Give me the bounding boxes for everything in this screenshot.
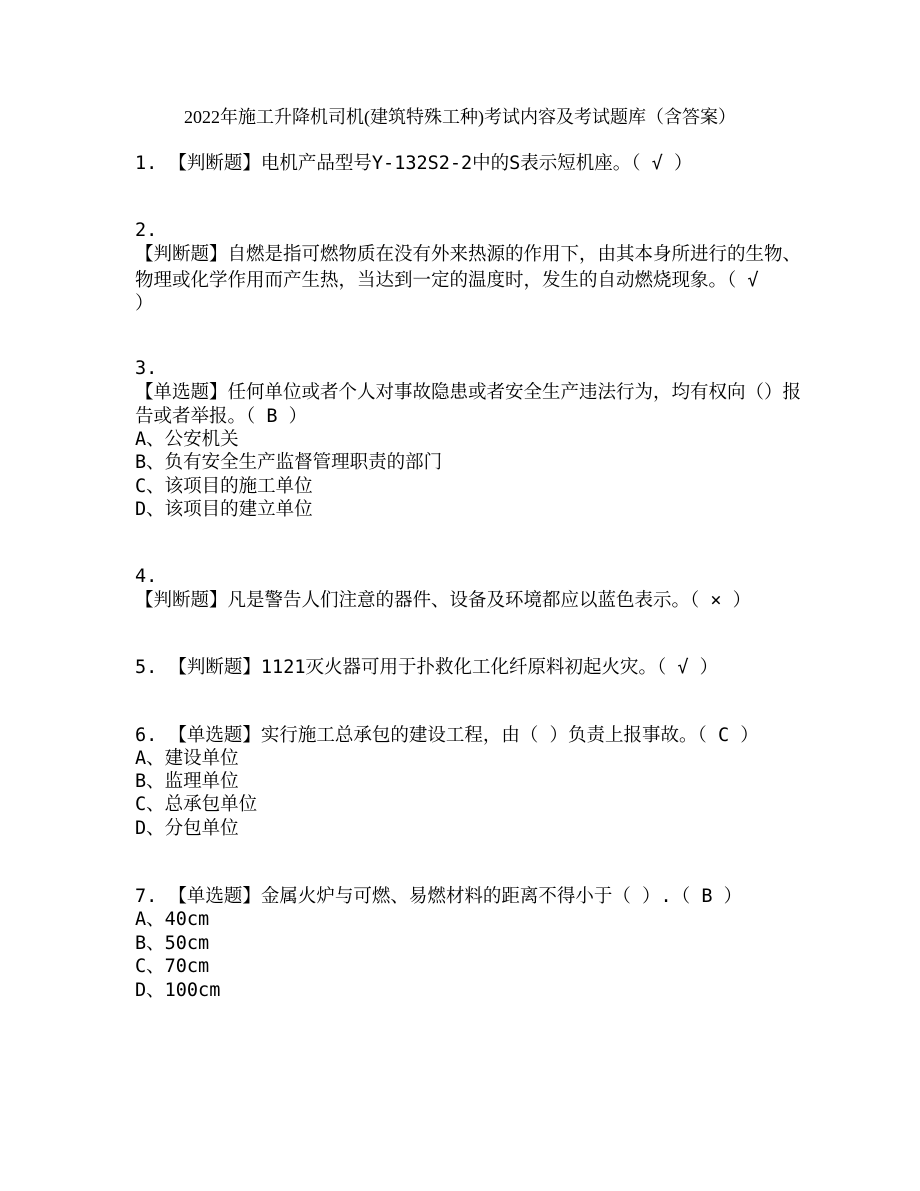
question-text: 1. 【判断题】电机产品型号Y-132S2-2中的S表示短机座。（ √ ）: [135, 153, 693, 174]
option-c: C、总承包单位: [135, 794, 258, 815]
question-text: ）: [135, 293, 154, 314]
question-text: 【单选题】任何单位或者个人对事故隐患或者安全生产违法行为，均有权向（）报: [135, 382, 802, 403]
question-number: 3.: [135, 358, 158, 379]
question-text: 5. 【判断题】1121灭火器可用于扑救化工化纤原料初起火灾。（ √ ）: [135, 657, 719, 678]
option-b: B、50cm: [135, 933, 210, 954]
question-text: 【判断题】自燃是指可燃物质在没有外来热源的作用下，由其本身所进行的生物、: [135, 244, 802, 265]
question-text: 7. 【单选题】金属火炉与可燃、易燃材料的距离不得小于（ ）.（ B ）: [135, 886, 743, 907]
option-d: D、分包单位: [135, 818, 239, 839]
option-a: A、公安机关: [135, 429, 239, 450]
document-title: 2022年施工升降机司机(建筑特殊工种)考试内容及考试题库（含答案）: [184, 107, 736, 127]
option-d: D、该项目的建立单位: [135, 499, 313, 520]
question-text: 告或者举报。（ B ）: [135, 406, 308, 427]
option-c: C、70cm: [135, 956, 210, 977]
option-b: B、监理单位: [135, 771, 239, 792]
option-c: C、该项目的施工单位: [135, 476, 313, 497]
question-number: 2.: [135, 220, 158, 241]
question-number: 4.: [135, 566, 158, 587]
option-b: B、负有安全生产监督管理职责的部门: [135, 452, 443, 473]
question-text: 物理或化学作用而产生热，当达到一定的温度时，发生的自动燃烧现象。（ √: [135, 270, 759, 291]
question-text: 6. 【单选题】实行施工总承包的建设工程，由（ ）负责上报事故。（ C ）: [135, 725, 759, 746]
option-a: A、建设单位: [135, 748, 239, 769]
option-a: A、40cm: [135, 909, 210, 930]
option-d: D、100cm: [135, 980, 221, 1001]
question-text: 【判断题】凡是警告人们注意的器件、设备及环境都应以蓝色表示。（ × ）: [135, 590, 752, 611]
